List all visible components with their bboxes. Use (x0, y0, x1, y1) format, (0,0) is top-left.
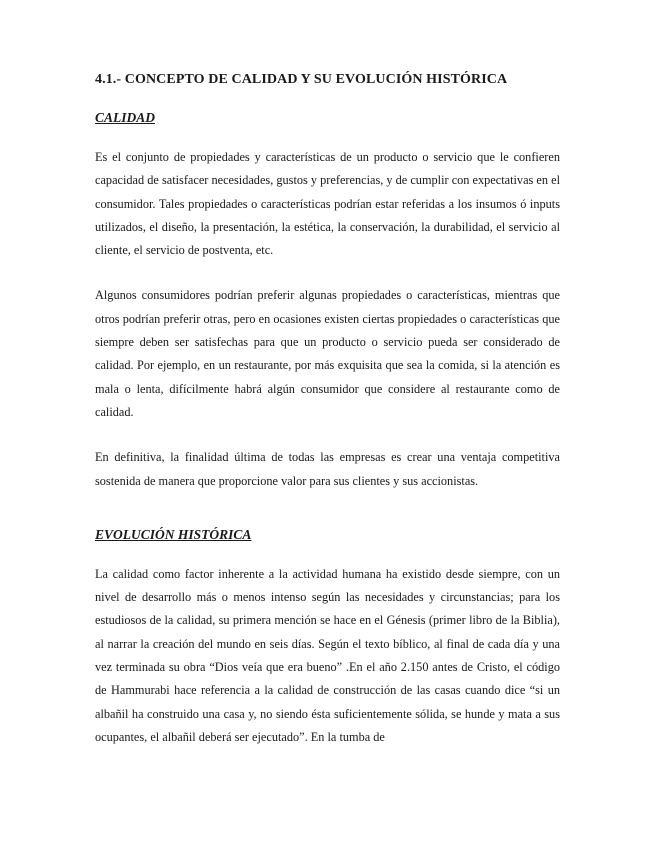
calidad-heading: CALIDAD (95, 110, 156, 125)
evolucion-paragraph: La calidad como factor inherente a la actividad humana ha existido desde siempre, con un nivel de desarrollo más o menos intenso según las necesidades y circunstancias; para los estudiosos de la calidad, su primera mención se hace en el Génesis (primer libro de la Biblia), al narrar la creación del mundo en seis días. Según el texto bíblico, al final de cada día y una vez terminada su obra “Dios veía que era bueno” .En el año 2.150 antes de Cristo, el código de Hammurabi hace referencia a la calidad de construcción de las casas cuando dice “si un albañil ha construido una casa y, no siendo ésta suficientemente sólida, se hunde y mata a sus ocupantes, el albañil deberá ser ejecutado”. En la tumba de (95, 566, 560, 744)
calidad-paragraph-3: En definitiva, la finalidad última de todas las empresas es crear una ventaja competitiva sostenida de manera que proporcione valor para sus clientes y sus accionistas. (95, 450, 560, 488)
calidad-paragraph-2: Algunos consumidores podrían preferir algunas propiedades o características, mientras que otros podrían preferir otras, pero en ocasiones existen ciertas propiedades o características que siempre deben ser satisfechas para que un producto o servicio pueda ser considerado de calidad. Por ejemplo, en un restaurante, por más exquisita que sea la comida, si la atención es mala o lenta, difícilmente habrá algún consumidor que considere al restaurante como de calidad. (95, 288, 560, 419)
calidad-paragraph-1: Es el conjunto de propiedades y características de un producto o servicio que le confieren capacidad de satisfacer necesidades, gustos y preferencias, y de cumplir con expectativas en el consumidor. Tales propiedades o características podrían estar referidas a los insumos ó inputs utilizados, el diseño, la presentación, la estética, la conservación, la durabilidad, el servicio al cliente, el servicio de postventa, etc. (95, 150, 560, 258)
document-page (95, 72, 560, 749)
section-title: 4.1.- CONCEPTO DE CALIDAD Y SU EVOLUCIÓN HISTÓRICA (95, 72, 508, 87)
evolucion-heading: EVOLUCIÓN HISTÓRICA (95, 526, 252, 542)
